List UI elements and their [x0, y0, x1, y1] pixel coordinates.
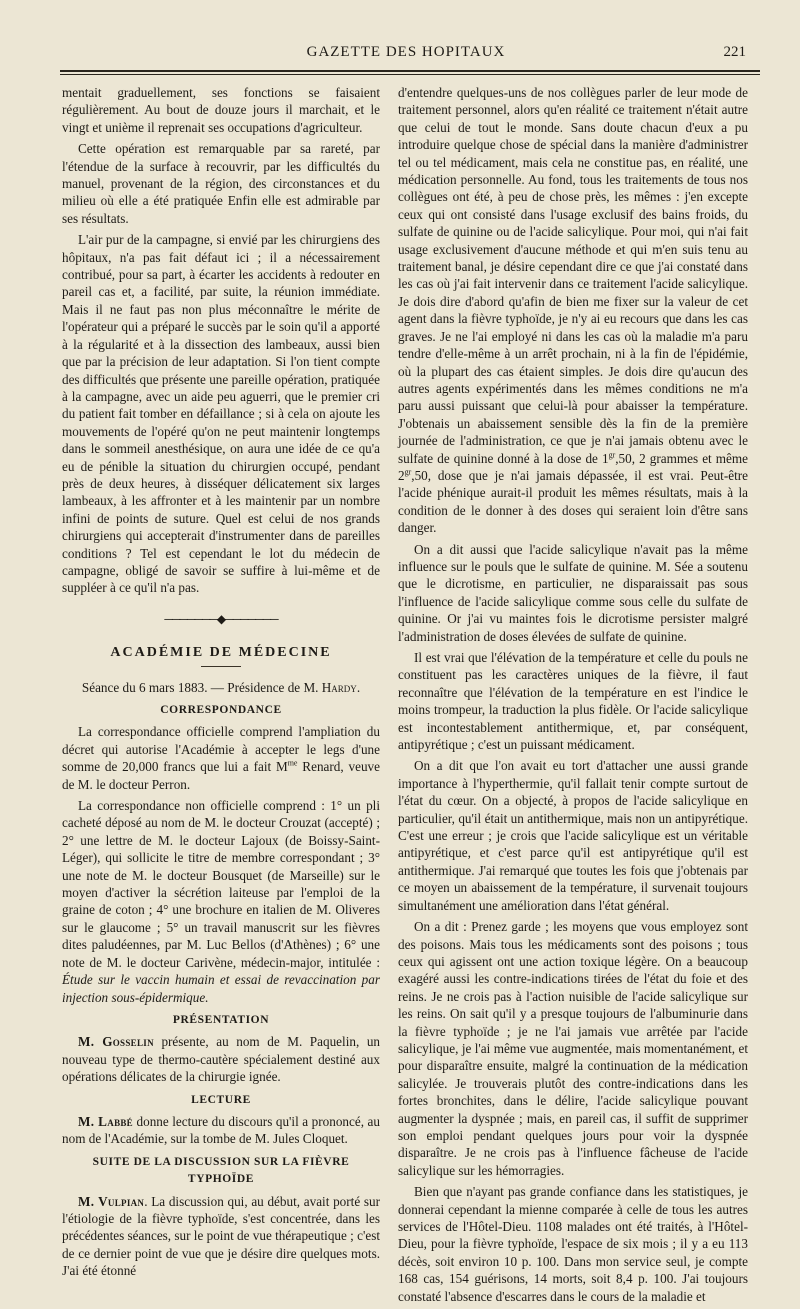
text-run: ,50, dose que je n'ai jamais dépassée, il est vrai. Peut-être l'acide phénique aurait-il produit les mêmes résultats, mais à la condition de le donner à des doses qui seraient loin d'être sans danger.	[398, 467, 748, 536]
session-date: Séance du 6 mars 1883. — Présidence de M.	[81, 679, 319, 695]
italic-title: Étude sur le vaccin humain et essai de revaccination par injection sous-épidermique.	[62, 972, 380, 1005]
paragraph: On a dit aussi que l'acide salicylique n'avait pas la même influence sur le pouls que le sulfate de quinine. M. Sée a soutenu que le dicrotisme, en particulier, ne disparaissait pas sous l'influence de l'acide salicylique comme sous celle du sulfate de quinine. Or j'ai vu maintes fois le dicrotisme persister malgré l'administration de doses élevées de sulfate de quinine.	[398, 541, 748, 644]
superscript: gr	[608, 450, 616, 460]
president-name: Hardy	[321, 679, 357, 695]
page-header	[60, 40, 752, 68]
paragraph: mentait graduellement, ses fonctions se faisaient régulièrement. Au bout de douze jours il marchait, et le vingt et unième il reprenait ses occupations d'agriculteur.	[62, 85, 380, 135]
text-run: Renard, veuve de M. le docteur Perron.	[62, 759, 380, 792]
header-rule-thin	[60, 74, 760, 75]
subheading-correspondance: CORRESPONDANCE	[160, 704, 282, 716]
paragraph	[62, 1033, 380, 1085]
speaker-name: M. Vulpian	[78, 1193, 145, 1209]
paragraph	[62, 797, 380, 1006]
paragraph: L'air pur de la campagne, si envié par les chirurgiens des hôpitaux, n'a pas fait défaut ici ; il a nécessairement contribué, pour sa part, à écarter les accidents à redouter en pareil cas et, a facilité, par suite, la réunion immédiate. Mais il ne faut pas non plus méconnaître le mérite de l'opérateur qui a préparé le succès par le soin qu'il a apporté à la régularité et à la dissection des lambeaux, aussi bien que par la précision de leur adaptation. Si l'on tient compte des difficultés que présente une pareille opération, pratiquée à la campagne, avec un aide peu aguerri, que le premier cri du patient fait tomber en défaillance ; si à cela on ajoute les mouvements de l'opéré qu'on ne peut maintenir longtemps dans le sommeil anesthésique, on aura une idée de ce qu'a eu de pénible la situation du chirurgien occupé, pendant près de deux heures, à disséquer délicatement six larges lambeaux, à les affronter et à les maintenir par un nombre infini de points de suture. Quel est celui de nos grands chirurgiens qui accepterait d'instrumenter dans de pareilles conditions ? Tel est cependant le lot du médecin de campagne, obligé de savoir se suffire à lui-même et de suppléer à ce qu'il n'a pas.	[62, 232, 380, 596]
header-rule-thick	[60, 70, 760, 72]
subheading-discussion: SUITE DE LA DISCUSSION SUR LA FIÈVRE TYPHOÏDE	[92, 1155, 350, 1186]
text-run: . La discussion qui, au début, avait porté sur l'étiologie de la fièvre typhoïde, s'est concentrée, dans les précédentes séances, sur le point de vue thérapeutique ; c'est de ce dernier point de vue que je désire dire quelques mots. J'ai été étonné	[62, 1193, 381, 1279]
section-separator: ───────◆───────	[164, 611, 278, 626]
text-run: La correspondance officielle comprend l'ampliation du décret qui autorise l'Académie à accepter le legs d'une somme de 20,000 francs que lui a fait M	[62, 724, 380, 775]
subheading-presentation: PRÉSENTATION	[172, 1013, 270, 1026]
paragraph: Cette opération est remarquable par sa rareté, par l'étendue de la surface à recouvrir, par les difficultés du manuel, provenant de la région, des circonstances et du milieu où elle a été pratiquée Enfin elle est admirable par ses résultats.	[62, 141, 380, 226]
text-run: donne lecture du discours qu'il a prononcé, au nom de l'Académie, sur la tombe de M. Jules Cloquet.	[62, 1113, 380, 1147]
paragraph: Bien que n'ayant pas grande confiance dans les statistiques, je donnerai cependant la mienne comparée à celle de tous les autres services de l'Hôtel-Dieu. 1108 malades ont été traités, à l'Hôtel-Dieu, pour la fièvre typhoïde, l'espace de six mois ; il y a eu 113 décès, soit environ 10 p. 100. Dans mon service seul, je compte 168 cas, 154 guérisons, 14 morts, soit 8,4 p. 100. J'ai toujours constaté l'absence d'escarres dans le cours de la maladie et	[398, 1184, 748, 1304]
subheading-lecture: LECTURE	[191, 1093, 251, 1106]
page-number: 221	[723, 44, 746, 60]
journal-title: GAZETTE DES HOPITAUX	[306, 44, 506, 60]
text-run: ,50, 2 grammes et même 2	[398, 450, 749, 483]
paragraph	[62, 1113, 380, 1148]
paragraph	[62, 1193, 380, 1280]
left-column	[62, 84, 380, 1284]
divider	[201, 666, 241, 667]
superscript: gr	[404, 467, 412, 477]
speaker-name: M. Labbé	[78, 1113, 133, 1129]
right-column	[398, 84, 748, 1309]
section-title: ACADÉMIE DE MÉDECINE	[110, 645, 332, 661]
text-run: d'entendre quelques-uns de nos collègues parler de leur mode de traitement personnel, alors qu'en réalité ce traitement n'était autre que celui de tout le monde. Sans doute chacun d'eux a pu introduire quelque chose de spécial dans la manière d'administrer tel ou tel médicament, mais cela ne constitue pas, en réalité, une médication personnelle. Au fond, tous les traitements de tous nos collègues ont été, à peu de chose près, les mêmes : j'en excepte ceux qui ont consisté dans l'usage exclusif des bains froids, du sulfate de quinine ou de l'acide salicylique. Pour moi, qui n'ai fait usage exclusivement d'aucune méthode et qui m'en suis tenu au traitement banal, je désire cependant dire ce que j'ai constaté dans les cas où j'ai fait intervenir dans ce traitement l'acide salicylique. Je dois dire d'abord qu'afin de bien me fixer sur la valeur de cet agent dans la fièvre typhoïde, je n'y ai eu recours que dans les cas graves. Je ne l'ai employé ni dans les cas où la maladie m'a paru tendre d'elle-même à un arrêt prochain, ni à la fin de l'épidémie, où la plupart des cas étaient simples. Je dois dire qu'aucun des autres agents expérimentés dans les mêmes conditions ne m'a paru aussi puissant que celui-là pour abaisser la température. J'obtenais un abaissement sensible dès la fin de la première journée de l'administration, ce que je n'ai jamais obtenu avec le sulfate de quinine donné à la dose de 1	[398, 85, 748, 466]
paragraph: On a dit que l'on avait eu tort d'attacher une aussi grande importance à l'hyperthermie, qu'il fallait tenir compte surtout de l'état du cœur. On a objecté, à propos de l'acide salicylique en particulier, qu'il était un antithermique, mais non un antipyrétique. C'est une erreur ; je crois que l'acide salicylique est un véritable antipyrétique, et c'est parce qu'il est antipyrétique qu'il est antithermique. J'ai remarqué que toutes les fois que j'obtenais par ce moyen un abaissement de la température, il survenait toujours simultanément une amélioration dans l'état général.	[398, 758, 748, 913]
session-end: .	[356, 679, 361, 695]
paragraph	[62, 723, 380, 793]
paragraph	[398, 84, 748, 537]
paragraph: On a dit : Prenez garde ; les moyens que vous employez sont des poisons. Mais tous les médicaments sont des poisons ; tous ceux qui agissent ont une action toxique légère. On a beaucoup exagéré aussi les contre-indications tirées de l'état du foie et des reins. Je ne crois pas à l'action nuisible de l'acide salicylique sur les reins. On sait qu'il y a presque toujours de l'albuminurie dans la fièvre typhoïde ; je ne l'ai jamais vue arrêtée par l'acide salicylique, je l'ai même vue augmentée, mais momentanément, et pour disparaître ensuite, malgré la continuation de la médication salicylée. Je trouverais plutôt des contre-indications dans les fortes bronchites, dans le délire, l'acide salicylique pouvant augmenter la dyspnée ; mais, en pareil cas, il suffit de supprimer son emploi pendant quelques jours pour voir la dyspnée disparaître. Je ne crois pas à l'influence fâcheuse de l'acide salicylique sur les hémorragies.	[398, 919, 748, 1178]
text-run: présente, au nom de M. Paquelin, un nouveau type de thermo-cautère spécialement destiné aux opérations délicates de la chirurgie ignée.	[62, 1034, 381, 1085]
superscript: me	[287, 758, 298, 768]
speaker-name: M. Gosselin	[78, 1034, 154, 1050]
session-line	[62, 679, 380, 696]
text-run: La correspondance non officielle comprend : 1° un pli cacheté déposé au nom de M. le docteur Crouzat (accepté) ; 2° une lettre de M. le docteur Lajoux (de Boissy-Saint-Léger), qui sollicite le titre de membre correspondant ; 3° une note de M. le docteur Bousquet (de Marseille) sur le moyen d'activer la sécrétion laiteuse par l'emploi de la graine de coton ; 4° une brochure en italien de M. Oliveres sur le glaucome ; 5° un travail manuscrit sur les fièvres dites paludéennes, par M. Luc Bellos (d'Athènes) ; 6° une note de M. le docteur Carivène, médecin-major, intitulée :	[62, 798, 380, 970]
paragraph: Il est vrai que l'élévation de la température et celle du pouls ne constituent pas les caractères uniques de la fièvre, il faut reconnaître que l'élévation de la température en est l'indice le moins trompeur, la traduction la plus fidèle. Or l'acide salicylique est incontestablement antithermique, et, par conséquent, antipyrétique ; c'est un puissant médicament.	[398, 650, 748, 753]
